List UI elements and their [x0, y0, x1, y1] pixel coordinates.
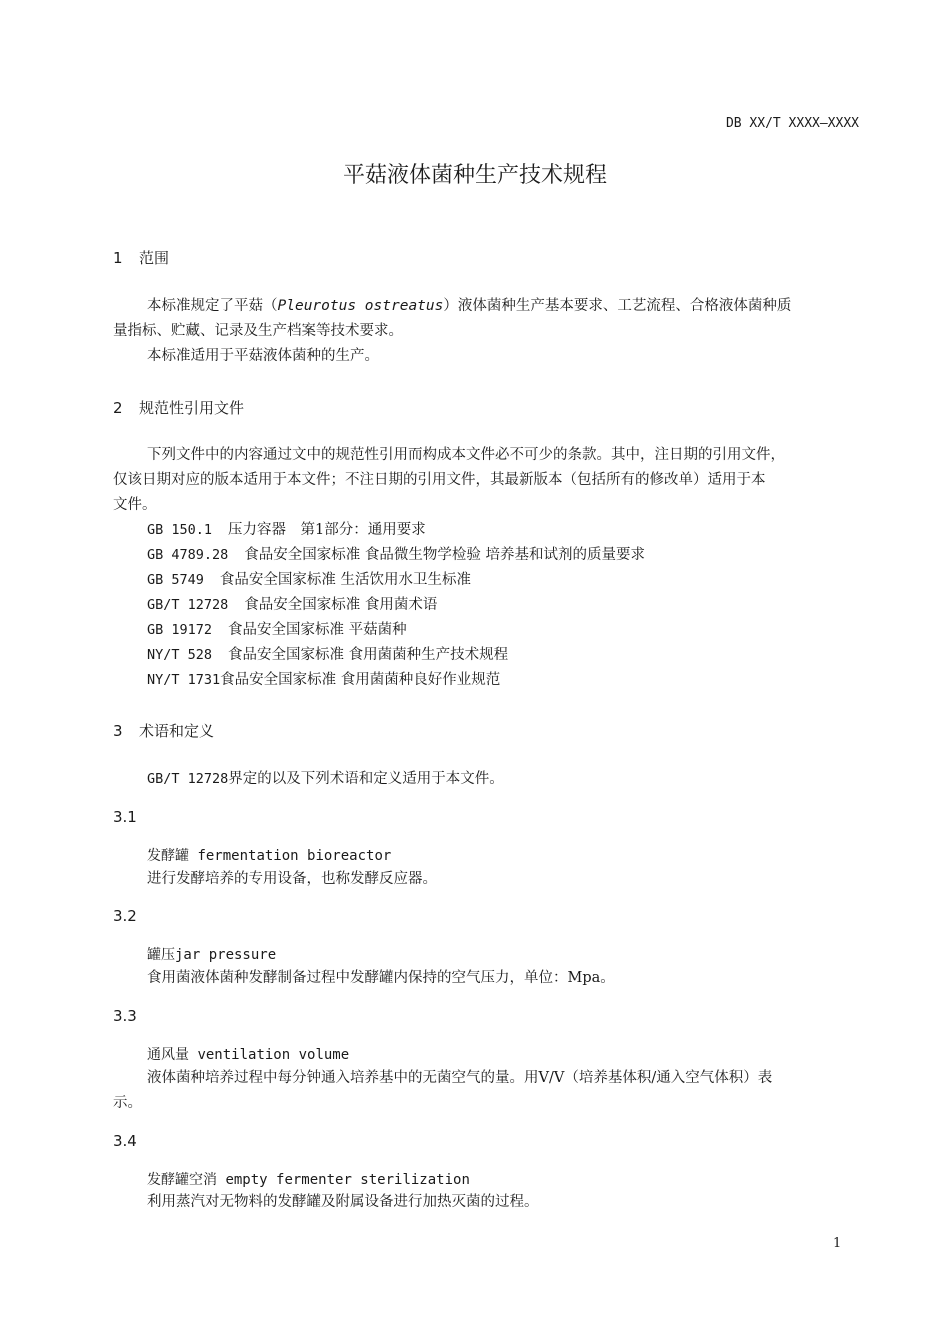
- term-number: 3.3: [113, 1007, 137, 1025]
- term-en-text: empty fermenter sterilization: [225, 1172, 470, 1188]
- reference-code: GB/T 12728: [147, 597, 229, 613]
- reference-title: 食品安全国家标准 食用菌菌种良好作业规范: [220, 672, 501, 688]
- reference-title: 食品安全国家标准 平菇菌种: [228, 622, 407, 638]
- term-number: 3.2: [113, 907, 137, 925]
- section-3-intro: [147, 767, 504, 792]
- term-number: 3.1: [113, 808, 137, 826]
- reference-title: 食品安全国家标准 食用菌菌种生产技术规程: [228, 647, 509, 663]
- term-en: [189, 848, 391, 864]
- text-span: ）液体菌种生产基本要求、工艺流程、合格液体菌种质: [443, 298, 792, 314]
- reference-code: GB 150.1: [147, 522, 213, 538]
- reference-code: GB 19172: [147, 622, 213, 638]
- section-title: 规范性引用文件: [139, 399, 245, 417]
- text-span: 界定的以及下列术语和定义适用于本文件。: [228, 771, 504, 787]
- reference-title: 压力容器 第1部分：通用要求: [228, 522, 426, 538]
- section-1-heading: [113, 247, 169, 268]
- term-cn: 通风量: [147, 1047, 189, 1063]
- term-en-text: ventilation volume: [197, 1047, 350, 1063]
- reference-title: 食品安全国家标准 食品微生物学检验 培养基和试剂的质量要求: [244, 547, 645, 563]
- section-1-paragraph-2: 本标准适用于平菇液体菌种的生产。: [147, 348, 379, 364]
- reference-item: [147, 668, 500, 693]
- term-heading: [147, 944, 276, 964]
- term-number: 3.4: [113, 1132, 137, 1150]
- reference-item: [147, 643, 508, 668]
- section-2-intro-line-2: 仅该日期对应的版本适用于本文件；不注日期的引用文件，其最新版本（包括所有的修改单）适用于本: [113, 472, 766, 488]
- section-number: 3: [113, 722, 123, 740]
- section-number: 1: [113, 249, 123, 267]
- term-cn: 罐压: [147, 947, 175, 963]
- term-heading: [147, 1169, 470, 1189]
- term-heading: [147, 845, 391, 865]
- section-2-heading: [113, 397, 244, 418]
- reference-title: 食品安全国家标准 食用菌术语: [244, 597, 438, 613]
- term-definition: 利用蒸汽对无物料的发酵罐及附属设备进行加热灭菌的过程。: [147, 1194, 539, 1210]
- text-span: 本标准规定了平菇（: [147, 298, 278, 314]
- reference-code: GB 4789.28: [147, 547, 229, 563]
- reference-item: [147, 618, 407, 643]
- section-3-heading: [113, 720, 214, 741]
- page-number: 1: [833, 1236, 842, 1251]
- term-en: [189, 1047, 349, 1063]
- term-en-text: fermentation bioreactor: [197, 848, 392, 864]
- term-cn: 发酵罐空消: [147, 1172, 217, 1188]
- reference-item: [147, 593, 437, 618]
- term-definition: 进行发酵培养的专用设备，也称发酵反应器。: [147, 871, 437, 887]
- term-definition-line-2: 示。: [113, 1095, 142, 1111]
- section-title: 术语和定义: [139, 722, 215, 740]
- term-en: [217, 1172, 470, 1188]
- section-1-paragraph-1: [147, 294, 791, 319]
- reference-title: 食品安全国家标准 生活饮用水卫生标准: [219, 572, 472, 588]
- term-heading: [147, 1044, 349, 1064]
- reference-item: [147, 543, 645, 568]
- document-title: 平菇液体菌种生产技术规程: [342, 163, 607, 188]
- term-en: jar pressure: [175, 947, 277, 963]
- standard-number: DB XX/T XXXX—XXXX: [725, 116, 859, 131]
- reference-code: GB/T 12728: [147, 771, 229, 787]
- section-2-intro-line-3: 文件。: [113, 497, 157, 513]
- reference-item: [147, 568, 471, 593]
- reference-code: GB 5749: [147, 572, 204, 588]
- reference-code: NY/T 1731: [147, 672, 221, 688]
- term-definition: 食用菌液体菌种发酵制备过程中发酵罐内保持的空气压力，单位：Mpa。: [147, 970, 615, 986]
- term-cn: 发酵罐: [147, 848, 189, 864]
- section-number: 2: [113, 399, 123, 417]
- section-title: 范围: [139, 249, 170, 267]
- reference-code: NY/T 528: [147, 647, 213, 663]
- term-definition: 液体菌种培养过程中每分钟通入培养基中的无菌空气的量。用V/V（培养基体积/通入空气体积）表: [147, 1070, 773, 1086]
- section-2-intro-line-1: 下列文件中的内容通过文中的规范性引用而构成本文件必不可少的条款。其中，注日期的引用文件，: [147, 447, 785, 463]
- latin-name: Pleurotus ostreatus: [277, 298, 444, 314]
- section-1-paragraph-1-line-2: 量指标、贮藏、记录及生产档案等技术要求。: [113, 323, 403, 339]
- reference-item: [147, 518, 426, 543]
